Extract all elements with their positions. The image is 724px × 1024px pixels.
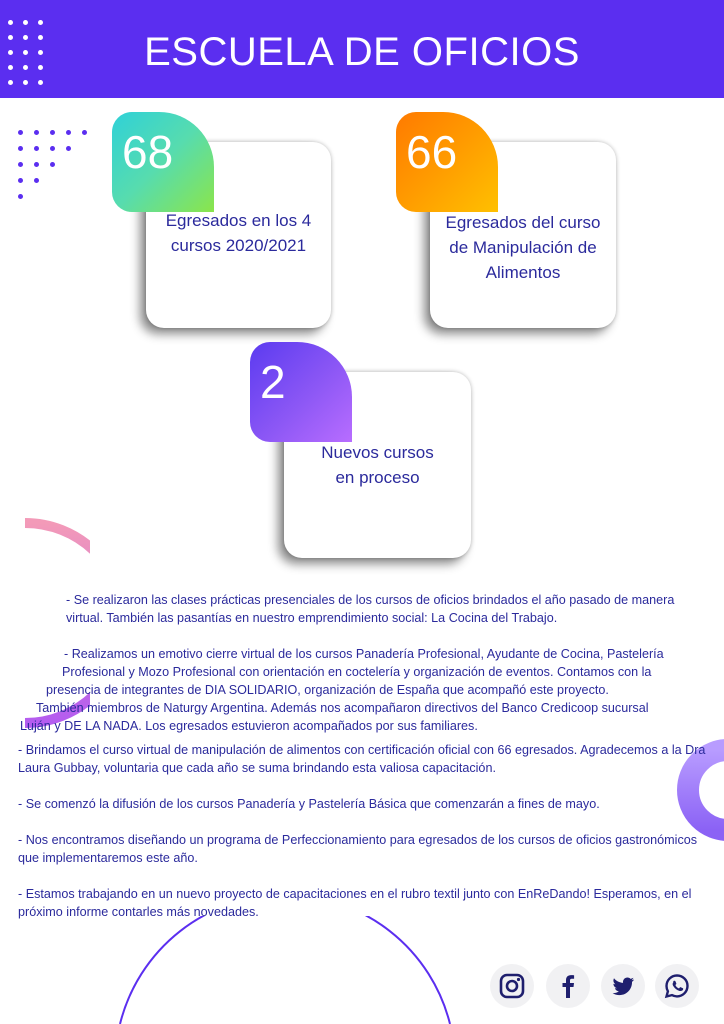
stat-label (284, 440, 471, 490)
twitter-button[interactable] (601, 964, 645, 1008)
stat-label-text: Nuevos cursos en proceso (321, 443, 434, 487)
news-paragraph-6: - Estamos trabajando en un nuevo proyecto de capacitaciones en el rubro textil junto con EnReDando! Esperamos, en el próximo informe contarles más novedades. (18, 887, 692, 919)
news-paragraph-1-text: - Se realizaron las clases prácticas presenciales de los cursos de oficios brindados el año pasado de manera virtual. También las pasantías en nuestro emprendimiento social: La Cocina del Trabajo. (66, 593, 675, 625)
news-paragraph-2 (0, 645, 724, 735)
facebook-icon (554, 972, 582, 1000)
stat-label (146, 208, 331, 258)
news-line: Profesional y Mozo Profesional con orientación en coctelería y organización de eventos. Contamos con la (62, 665, 652, 679)
twitter-icon (609, 972, 637, 1000)
stat-number: 2 (260, 356, 286, 408)
stat-label-text: Egresados en los 4 cursos 2020/2021 (165, 211, 312, 255)
news-line: Luján y DE LA NADA. Los egresados estuvieron acompañados por sus familiares. (20, 719, 478, 733)
side-dot-pattern (18, 130, 98, 210)
news-paragraph-4: - Se comenzó la difusión de los cursos Panadería y Pastelería Básica que comenzarán a fines de mayo. (18, 797, 600, 811)
header-banner (0, 0, 724, 98)
stat-badge-new-courses (250, 342, 352, 442)
news-line: También miembros de Naturgy Argentina. Además nos acompañaron directivos del Banco Credicoop sucursal (36, 701, 649, 715)
news-paragraph-3: - Brindamos el curso virtual de manipulación de alimentos con certificación oficial con 66 egresados. Agradecemos a la Dra Laura Gubbay, voluntaria que cada año se suma brindando esta valiosa capacitación. (18, 743, 706, 775)
header-dot-pattern (8, 20, 48, 90)
stat-badge-graduates (112, 112, 214, 212)
news-paragraphs-rest (18, 741, 714, 939)
stat-number: 68 (122, 126, 174, 178)
news-line: - Realizamos un emotivo cierre virtual de los cursos Panadería Profesional, Ayudante de Cocina, Pastelería (64, 647, 664, 661)
news-paragraph-1 (0, 591, 724, 627)
stat-number: 66 (406, 126, 458, 178)
stat-label-text: Egresados del curso de Manipulación de Alimentos (445, 213, 601, 282)
stat-label (430, 210, 616, 285)
whatsapp-icon (663, 972, 691, 1000)
instagram-icon (498, 972, 526, 1000)
page-title: ESCUELA DE OFICIOS (144, 30, 580, 74)
instagram-button[interactable] (490, 964, 534, 1008)
stat-badge-food-handling (396, 112, 498, 212)
whatsapp-button[interactable] (655, 964, 699, 1008)
facebook-button[interactable] (546, 964, 590, 1008)
news-paragraph-5: - Nos encontramos diseñando un programa de Perfeccionamiento para egresados de los cursos de oficios gastronómicos que implementaremos este año. (18, 833, 698, 865)
news-line: presencia de integrantes de DIA SOLIDARIO, organización de España que acompañó este proyecto. (46, 683, 609, 697)
